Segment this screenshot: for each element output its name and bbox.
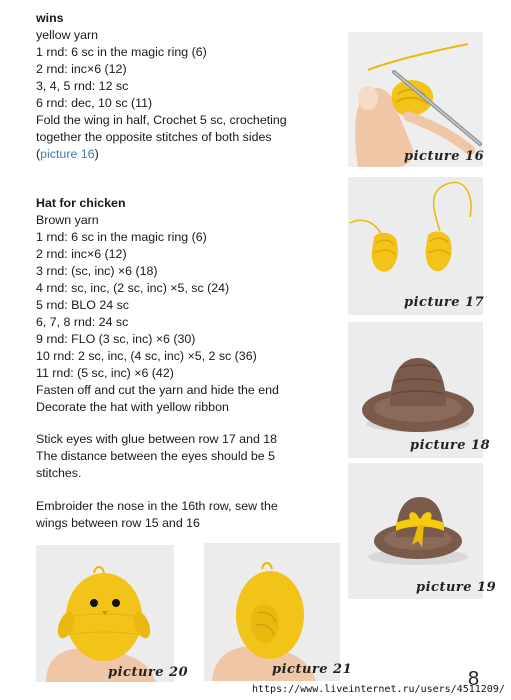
eyes-line: The distance between the eyes should be 5: [36, 449, 276, 463]
picture-19-photo: [348, 463, 483, 599]
nose-section: [36, 498, 278, 532]
picture-20-photo: [36, 545, 174, 682]
hat-line: 3 rnd: (sc, inc) ×6 (18): [36, 264, 158, 278]
wings-line: yellow yarn: [36, 28, 98, 42]
wings-line: 2 rnd: inc×6 (12): [36, 62, 127, 76]
picture-21-photo: [204, 543, 340, 681]
wings-line: together the opposite stitches of both sides: [36, 130, 272, 144]
wings-picture-reference: (picture 16): [36, 147, 99, 161]
hat-line: 11 rnd: (5 sc, inc) ×6 (42): [36, 366, 174, 380]
nose-line: wings between row 15 and 16: [36, 516, 200, 530]
hat-line: 4 rnd: sc, inc, (2 sc, inc) ×5, sc (24): [36, 281, 230, 295]
hat-section: [36, 195, 279, 416]
wings-line: Fold the wing in half, Crochet 5 sc, crocheting: [36, 113, 287, 127]
picture-16-link[interactable]: picture 16: [40, 147, 95, 161]
picture-19-caption: picture 19: [416, 580, 497, 595]
page-number: 8: [468, 668, 480, 690]
nose-line: Embroider the nose in the 16th row, sew the: [36, 499, 278, 513]
hat-line: Fasten off and cut the yarn and hide the end: [36, 383, 279, 397]
picture-16-photo: [348, 32, 483, 167]
picture-17-caption: picture 17: [404, 295, 485, 310]
picture-21-caption: picture 21: [272, 662, 353, 677]
eyes-line: stitches.: [36, 466, 82, 480]
hat-line: Decorate the hat with yellow ribbon: [36, 400, 229, 414]
source-url-watermark: https://www.liveinternet.ru/users/4511209/: [252, 684, 505, 695]
picture-18-caption: picture 18: [410, 438, 491, 453]
hat-line: 9 rnd: FLO (3 sc, inc) ×6 (30): [36, 332, 196, 346]
hat-line: 2 rnd: inc×6 (12): [36, 247, 127, 261]
eyes-line: Stick eyes with glue between row 17 and 18: [36, 432, 278, 446]
hat-line: 1 rnd: 6 sc in the magic ring (6): [36, 230, 207, 244]
hat-line: 5 rnd: BLO 24 sc: [36, 298, 129, 312]
hat-line: Brown yarn: [36, 213, 99, 227]
wings-line: 1 rnd: 6 sc in the magic ring (6): [36, 45, 207, 59]
wings-line: 3, 4, 5 rnd: 12 sc: [36, 79, 129, 93]
hat-line: 6, 7, 8 rnd: 24 sc: [36, 315, 129, 329]
hat-heading: Hat for chicken: [36, 196, 126, 210]
eyes-section: [36, 431, 277, 482]
wings-line: 6 rnd: dec, 10 sc (11): [36, 96, 153, 110]
hat-line: 10 rnd: 2 sc, inc, (4 sc, inc) ×5, 2 sc (36): [36, 349, 257, 363]
wings-heading: wins: [36, 11, 64, 25]
picture-16-caption: picture 16: [404, 149, 485, 164]
picture-20-caption: picture 20: [108, 665, 189, 680]
wings-section: [36, 10, 287, 163]
